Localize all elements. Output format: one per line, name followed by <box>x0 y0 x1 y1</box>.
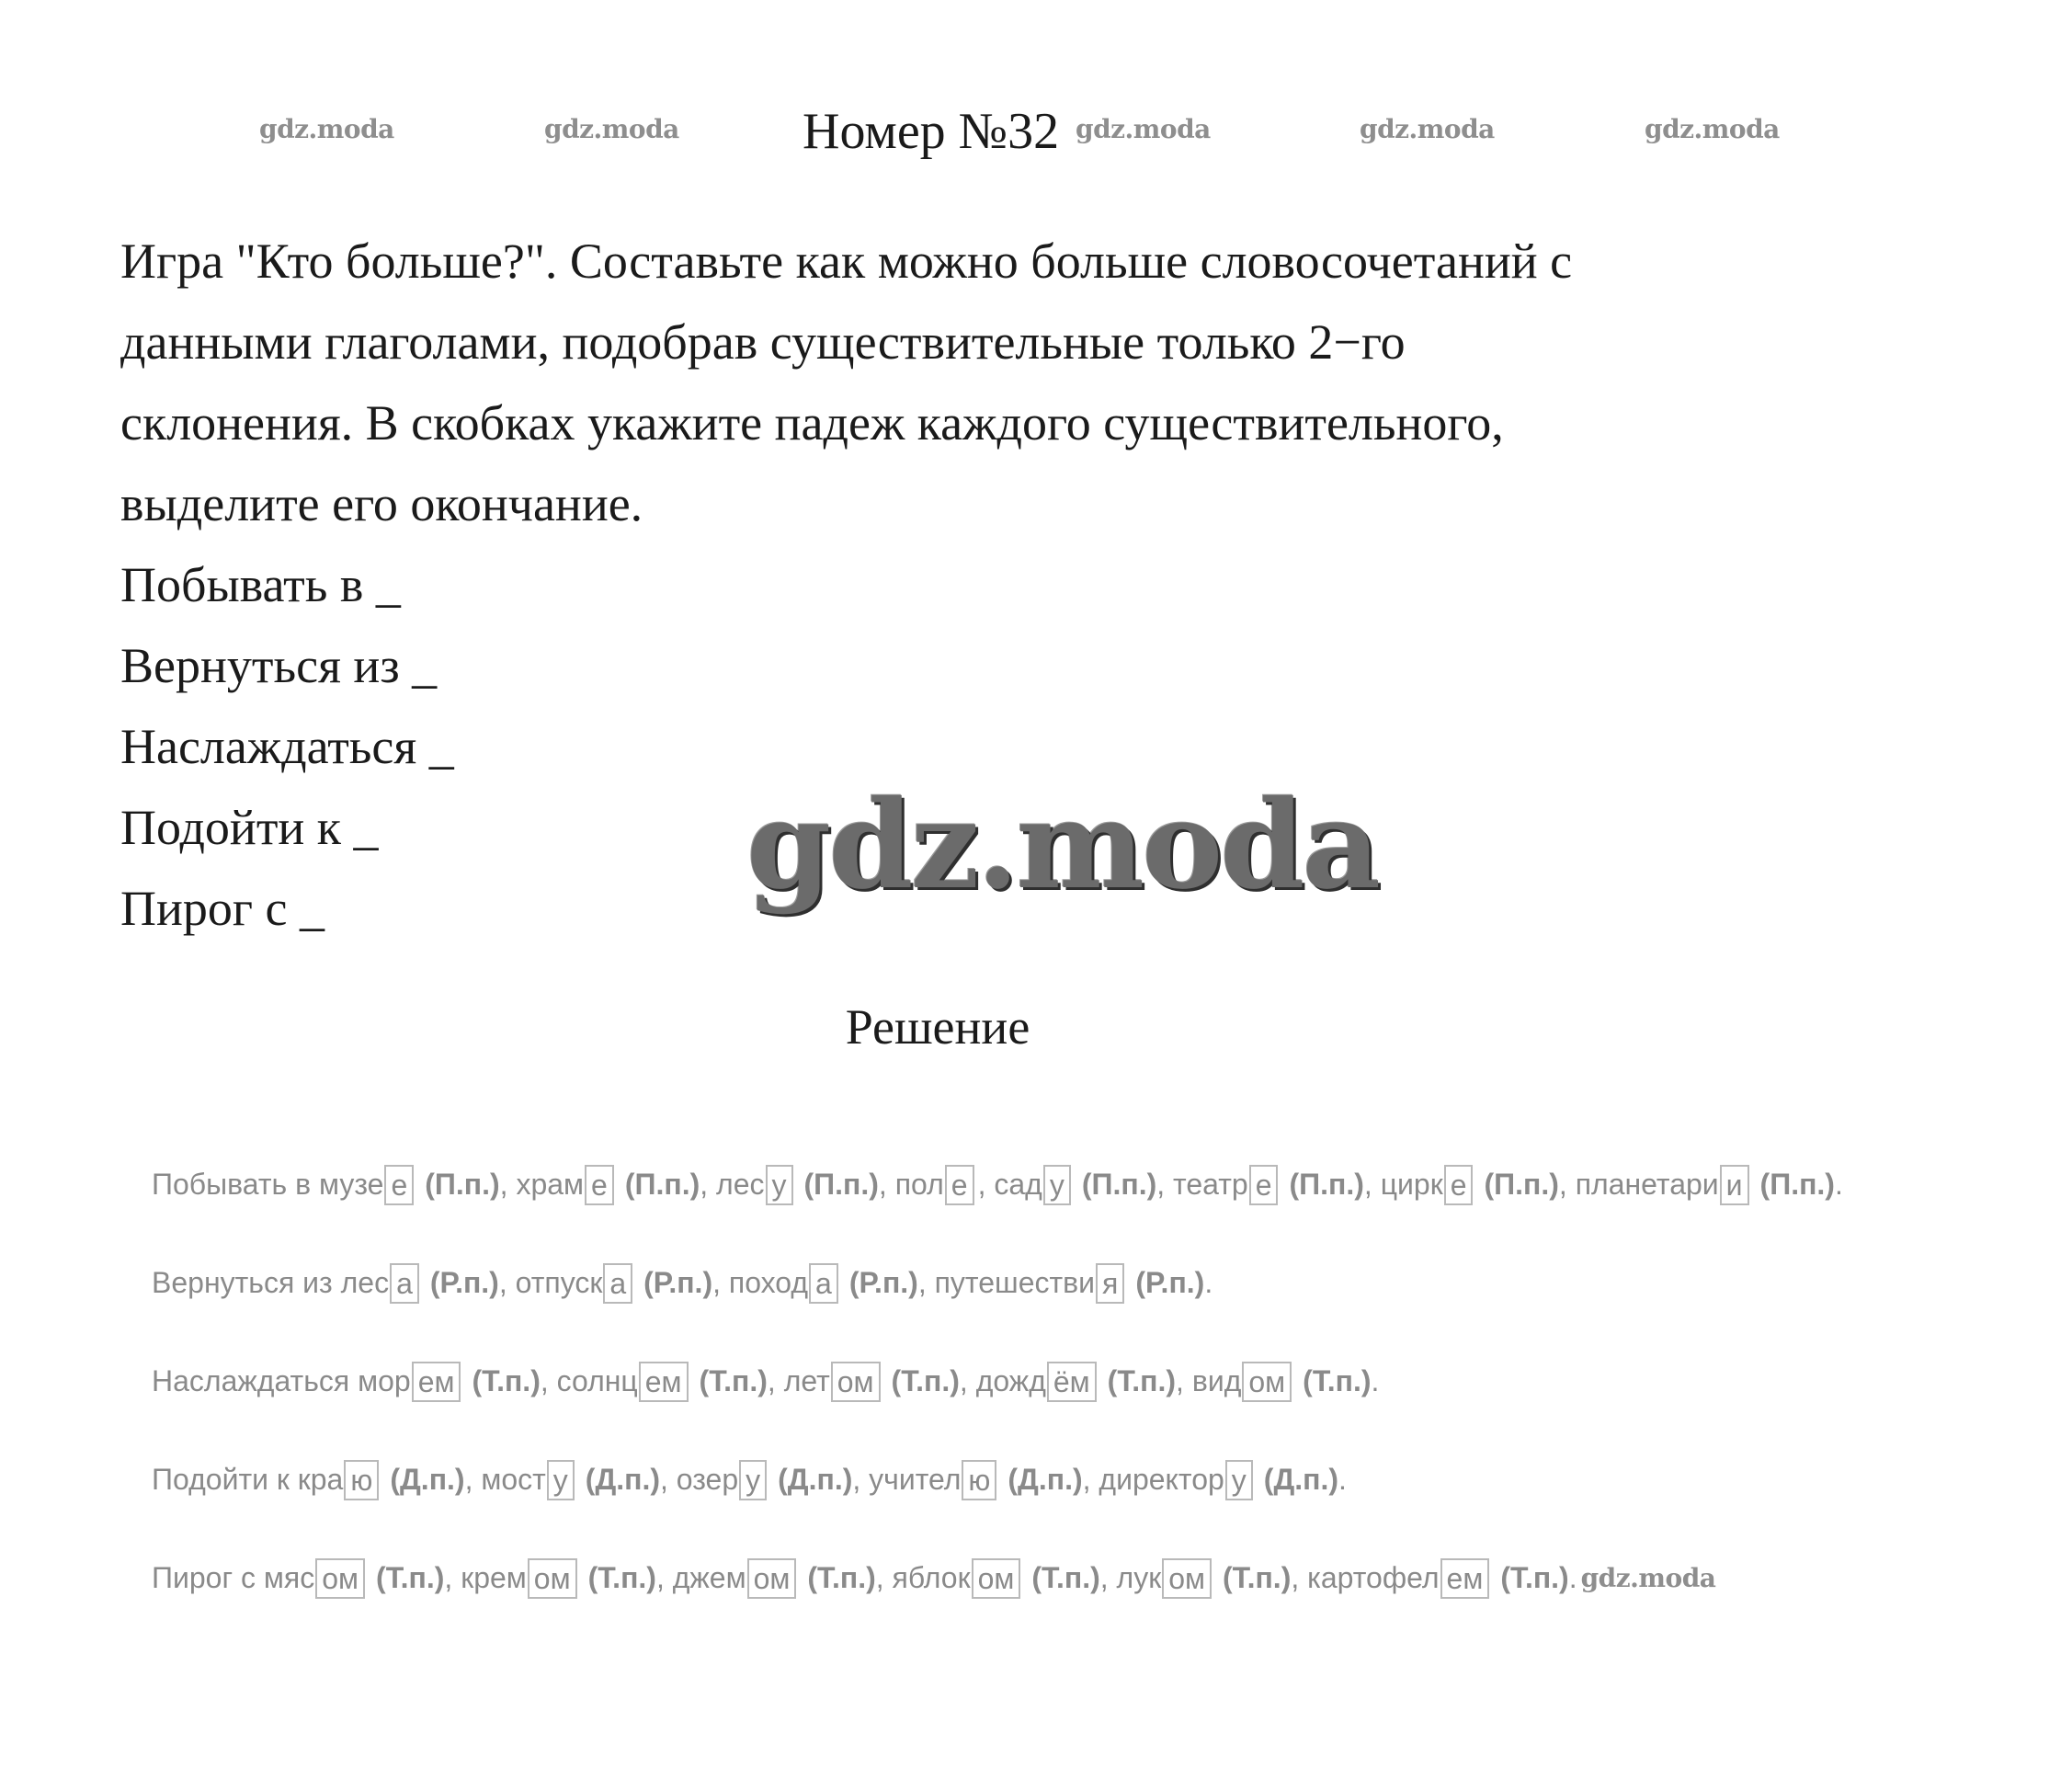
separator: , <box>1176 1364 1192 1397</box>
word-ending-box: у <box>739 1460 767 1500</box>
word-ending-box: и <box>1720 1165 1749 1205</box>
separator: . <box>1371 1364 1380 1397</box>
case-label: (Д.п.) <box>585 1463 661 1496</box>
case-label: (Т.п.) <box>1031 1561 1100 1594</box>
word-stem: музе <box>318 1168 384 1201</box>
case-label: (Р.п.) <box>848 1266 918 1299</box>
separator: . <box>1338 1463 1347 1496</box>
word-stem: директор <box>1099 1463 1224 1496</box>
word-ending-box: у <box>1043 1165 1071 1205</box>
separator: , <box>712 1266 729 1299</box>
solution-line <box>152 1234 2045 1332</box>
solution-line <box>152 1332 2045 1431</box>
case-label: (П.п.) <box>1081 1168 1157 1201</box>
case-label: (Т.п.) <box>472 1364 541 1397</box>
word-stem: вид <box>1191 1364 1242 1397</box>
word-stem: лес <box>340 1266 390 1299</box>
separator: , <box>660 1463 677 1496</box>
separator: , <box>852 1463 870 1496</box>
word-ending-box: е <box>585 1165 614 1205</box>
separator: . <box>1568 1561 1577 1594</box>
word-stem: театр <box>1173 1168 1248 1201</box>
word-stem: лук <box>1116 1561 1162 1594</box>
word-ending-box: ом <box>315 1558 365 1599</box>
case-label: (Д.п.) <box>778 1463 853 1496</box>
word-ending-box: ю <box>962 1460 996 1500</box>
word-stem: джем <box>672 1561 746 1594</box>
word-ending-box: ём <box>1047 1362 1097 1402</box>
word-stem: кра <box>297 1463 344 1496</box>
word-stem: крем <box>461 1561 527 1594</box>
word-ending-box: а <box>603 1263 632 1304</box>
word-ending-box: а <box>390 1263 419 1304</box>
word-stem: планетари <box>1575 1168 1719 1201</box>
word-ending-box: ом <box>528 1558 577 1599</box>
separator: , <box>700 1168 717 1201</box>
word-ending-box: ем <box>639 1362 689 1402</box>
task-line: Игра "Кто больше?". Составьте как можно больше словосочетаний с <box>120 234 1573 289</box>
case-label: (Т.п.) <box>699 1364 768 1397</box>
watermark-text: gdz.moda <box>544 114 679 144</box>
word-stem: лес <box>716 1168 765 1201</box>
watermark-text: gdz.moda <box>1645 114 1780 144</box>
separator: , <box>498 1266 516 1299</box>
word-stem: учител <box>869 1463 962 1496</box>
separator: , <box>977 1168 995 1201</box>
case-label: (П.п.) <box>425 1168 500 1201</box>
watermark-text: gdz.moda <box>1076 114 1211 144</box>
case-label: (Т.п.) <box>1303 1364 1372 1397</box>
word-stem: сад <box>994 1168 1042 1201</box>
word-ending-box: е <box>1444 1165 1474 1205</box>
case-label: (Т.п.) <box>376 1561 445 1594</box>
watermark-text: gdz.moda <box>259 114 394 144</box>
word-ending-box: ом <box>831 1362 881 1402</box>
task-prompt: Наслаждаться _ <box>120 719 454 774</box>
case-label: (Т.п.) <box>587 1561 656 1594</box>
word-ending-box: у <box>1225 1460 1253 1500</box>
task-prompt: Вернуться из _ <box>120 638 438 693</box>
solution-lead: Наслаждаться <box>152 1364 359 1397</box>
separator: , <box>878 1168 895 1201</box>
task-line: склонения. В скобках укажите падеж каждого существительного, <box>120 395 1504 450</box>
word-stem: пол <box>894 1168 944 1201</box>
separator: , <box>655 1561 673 1594</box>
case-label: (Д.п.) <box>1008 1463 1083 1496</box>
word-ending-box: ю <box>344 1460 379 1500</box>
solution-heading: Решение <box>845 999 1030 1055</box>
separator: , <box>959 1364 976 1397</box>
word-ending-box: а <box>809 1263 838 1304</box>
word-stem: дожд <box>975 1364 1046 1397</box>
word-stem: храм <box>516 1168 585 1201</box>
word-ending-box: е <box>384 1165 414 1205</box>
separator: , <box>875 1561 893 1594</box>
case-label: (Р.п.) <box>429 1266 499 1299</box>
case-label: (Т.п.) <box>807 1561 876 1594</box>
word-ending-box: ом <box>1242 1362 1292 1402</box>
solution-lead: Побывать в <box>152 1168 319 1201</box>
task-prompt: Пирог с _ <box>120 881 325 936</box>
case-label: (Р.п.) <box>1135 1266 1205 1299</box>
solution-block <box>152 1135 2045 1627</box>
word-ending-box: ем <box>1440 1558 1490 1599</box>
word-stem: лет <box>783 1364 830 1397</box>
word-ending-box: е <box>945 1165 974 1205</box>
word-stem: поход <box>728 1266 809 1299</box>
task-line: выделите его окончание. <box>120 476 643 531</box>
word-stem: озер <box>676 1463 739 1496</box>
word-ending-box: ом <box>972 1558 1021 1599</box>
page-title: Номер №32 <box>803 103 1060 160</box>
case-label: (П.п.) <box>1484 1168 1559 1201</box>
case-label: (П.п.) <box>624 1168 700 1201</box>
word-stem: отпуск <box>515 1266 603 1299</box>
solution-line <box>152 1529 2045 1627</box>
watermark-text: gdz.moda <box>1580 1563 1716 1593</box>
word-ending-box: у <box>766 1165 793 1205</box>
task-prompt: Подойти к _ <box>120 800 379 855</box>
solution-lead: Пирог с <box>152 1561 264 1594</box>
word-ending-box: я <box>1096 1263 1124 1304</box>
case-label: (П.п.) <box>1289 1168 1364 1201</box>
case-label: (Д.п.) <box>390 1463 465 1496</box>
separator: , <box>1156 1168 1174 1201</box>
solution-lead: Вернуться из <box>152 1266 341 1299</box>
word-stem: картофел <box>1307 1561 1440 1594</box>
separator: , <box>917 1266 935 1299</box>
case-label: (Д.п.) <box>1263 1463 1338 1496</box>
case-label: (Т.п.) <box>1107 1364 1177 1397</box>
task-line: данными глаголами, подобрав существительные только 2−го <box>120 314 1406 370</box>
word-stem: мяс <box>263 1561 315 1594</box>
word-ending-box: ом <box>747 1558 797 1599</box>
case-label: (П.п.) <box>803 1168 879 1201</box>
word-stem: солнц <box>556 1364 638 1397</box>
separator: , <box>540 1364 557 1397</box>
case-label: (Т.п.) <box>1222 1561 1292 1594</box>
separator: , <box>1291 1561 1308 1594</box>
solution-line <box>152 1135 2045 1234</box>
separator: , <box>1363 1168 1381 1201</box>
separator: . <box>1204 1266 1213 1299</box>
word-stem: мост <box>481 1463 546 1496</box>
word-ending-box: е <box>1249 1165 1279 1205</box>
word-stem: мор <box>358 1364 411 1397</box>
word-ending-box: ем <box>412 1362 461 1402</box>
separator: , <box>767 1364 784 1397</box>
word-ending-box: у <box>547 1460 575 1500</box>
case-label: (П.п.) <box>1759 1168 1835 1201</box>
word-stem: путешестви <box>934 1266 1096 1299</box>
word-stem: цирк <box>1380 1168 1443 1201</box>
word-ending-box: ом <box>1162 1558 1212 1599</box>
separator: , <box>444 1561 461 1594</box>
solution-lead: Подойти к <box>152 1463 298 1496</box>
separator: , <box>1099 1561 1117 1594</box>
separator: , <box>464 1463 482 1496</box>
watermark-text: gdz.moda <box>1360 114 1495 144</box>
separator: , <box>1558 1168 1576 1201</box>
separator: , <box>1082 1463 1099 1496</box>
separator: , <box>499 1168 517 1201</box>
case-label: (Р.п.) <box>643 1266 713 1299</box>
task-prompt: Побывать в _ <box>120 557 401 612</box>
watermark-logo: gdz.moda <box>746 774 1379 917</box>
word-stem: яблок <box>892 1561 971 1594</box>
solution-line <box>152 1431 2045 1529</box>
separator: . <box>1834 1168 1843 1201</box>
case-label: (Т.п.) <box>891 1364 960 1397</box>
case-label: (Т.п.) <box>1500 1561 1569 1594</box>
